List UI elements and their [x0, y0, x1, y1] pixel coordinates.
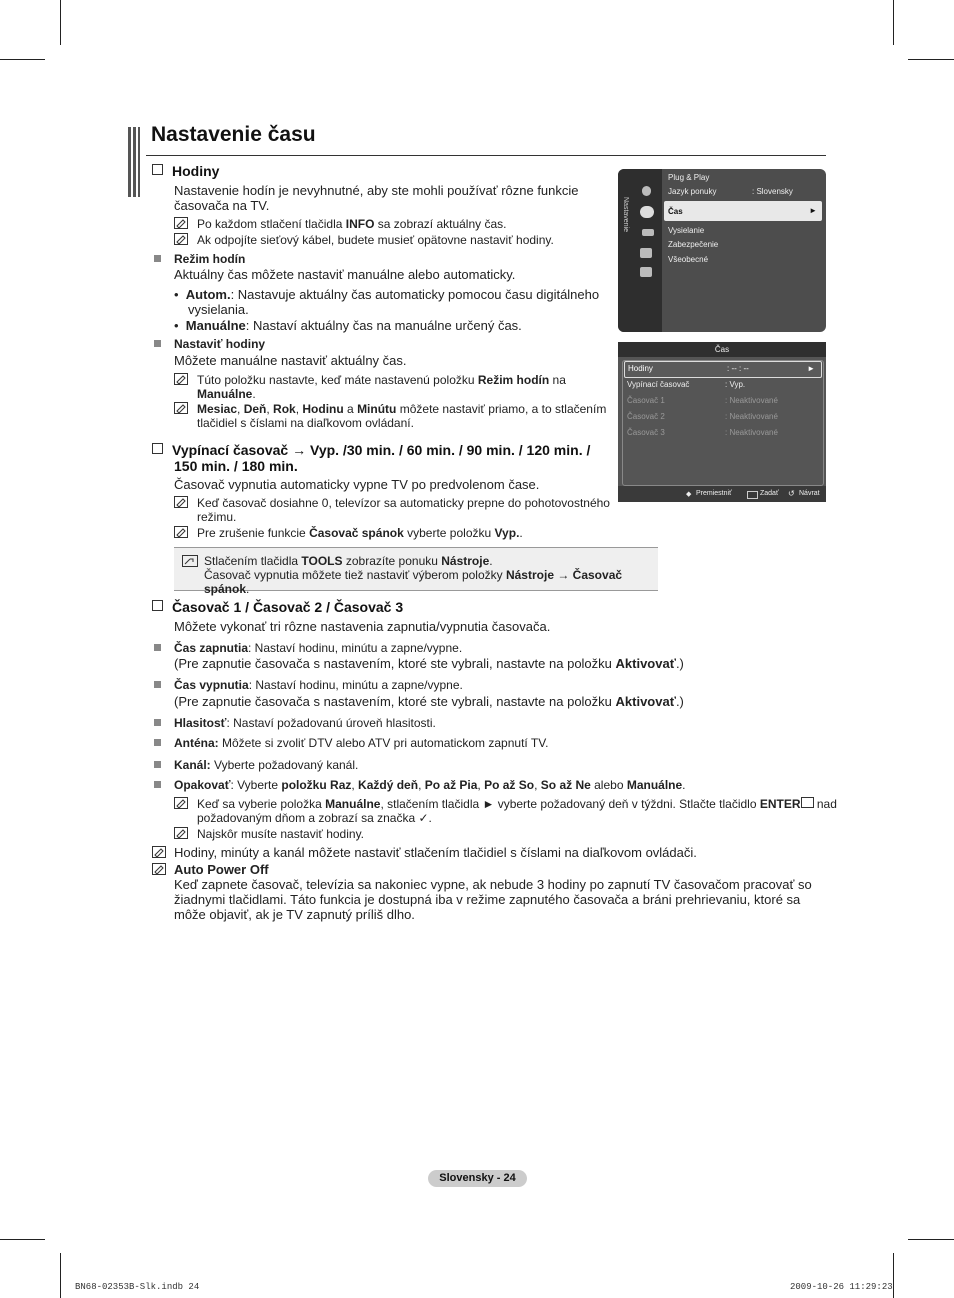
square-bullet-icon [154, 739, 161, 746]
checkmark-icon: ✓ [418, 811, 429, 825]
crop-mark [0, 59, 45, 60]
menu-row-casovac1[interactable]: Časovač 1 [627, 396, 665, 405]
input-icon [640, 248, 652, 258]
menu-panel [622, 360, 824, 486]
tools-text: Stlačením tlačidla TOOLS zobrazíte ponuku Nástroje. Časovač vypnutia môžete tiež nastaviť výberom položky Nástroje → Časovač spánok. [204, 554, 623, 596]
list-item: Anténa: Môžete si zvoliť DTV alebo ATV pri automatickom zapnutí TV. [174, 736, 549, 750]
paragraph: Nastavenie hodín je nevyhnutné, aby ste mohli používať rôzne funkcie časovača na TV. [174, 183, 579, 213]
note-text: Pre zrušenie funkcie Časovač spánok vyberte položku Vyp.. [197, 526, 523, 540]
menu-row-hodiny[interactable] [624, 361, 822, 378]
menu-row-casovac2[interactable]: Časovač 2 [627, 412, 665, 421]
tv-setup-menu-screenshot [618, 169, 826, 332]
sidebar-label: Nastavenie [622, 197, 629, 233]
menu-item-cas-highlight[interactable] [664, 201, 822, 221]
title-rule [146, 155, 826, 156]
menu-row-vypinaci[interactable]: Vypínací časovač [627, 380, 690, 389]
menu-item-jazyk-value: : Slovensky [752, 187, 793, 196]
square-bullet-icon [154, 719, 161, 726]
list-item: Opakovať: Vyberte položku Raz, Každý deň, Po až Pia, Po až So, So až Ne alebo Manuálne. [174, 778, 686, 792]
paragraph: Môžete vykonať tri rôzne nastavenia zapnutia/vypnutia časovača. [174, 619, 551, 634]
note-text: Ak odpojíte sieťový kábel, budete musieť opätovne nastaviť hodiny. [197, 233, 554, 247]
list-item: Kanál: Vyberte požadovaný kanál. [174, 758, 359, 772]
note-text: Mesiac, Deň, Rok, Hodinu a Minútu môžete nastaviť priamo, a to stlačením tlačidiel s číslami na diaľkovom ovládaní. [197, 402, 607, 430]
menu-row-casovac3[interactable]: Časovač 3 [627, 428, 665, 437]
checkbox-icon [152, 443, 163, 454]
note-text: Po každom stlačení tlačidla INFO sa zobrazí aktuálny čas. [197, 217, 507, 231]
note-icon [174, 233, 188, 245]
menu-item-plug-play[interactable]: Plug & Play [668, 173, 710, 182]
row-value: : Vyp. [725, 380, 746, 389]
row-value: : Neaktivované [725, 412, 778, 421]
gear-icon [640, 206, 654, 218]
note-icon [174, 827, 188, 839]
menu-item-jazyk[interactable]: Jazyk ponuky [668, 187, 717, 196]
crop-mark [60, 1253, 61, 1298]
square-bullet-icon [154, 761, 161, 768]
crop-mark [60, 0, 61, 45]
subheading: Auto Power Off [174, 862, 269, 877]
footer-file: BN68-02353B-Slk.indb 24 [75, 1282, 200, 1292]
tools-icon [182, 555, 198, 567]
tv-time-menu-screenshot [618, 342, 826, 502]
note-text: Hodiny, minúty a kanál môžete nastaviť stlačením tlačidiel s číslami na diaľkovom ovládači. [174, 845, 697, 860]
move-icon: ◆ [686, 491, 692, 498]
list-item: Čas zapnutia: Nastaví hodinu, minútu a zapne/vypne. [174, 641, 463, 655]
checkbox-icon [152, 600, 163, 611]
crop-mark [0, 1239, 45, 1240]
note-icon [152, 846, 166, 858]
crop-mark [908, 1239, 954, 1240]
row-label: Hodiny [628, 364, 653, 373]
subheading: Nastaviť hodiny [174, 337, 266, 351]
note-icon [174, 797, 188, 809]
application-icon [640, 267, 652, 277]
note-icon [174, 402, 188, 414]
note-icon [152, 863, 166, 875]
note-icon [174, 526, 188, 538]
bullet-item: • Manuálne: Nastaví aktuálny čas na manuálne určený čas. [174, 318, 522, 333]
square-bullet-icon [154, 681, 161, 688]
footer-enter: Zadať [760, 490, 779, 497]
footer-timestamp: 2009-10-26 11:29:23 [790, 1282, 893, 1292]
crop-mark [893, 0, 894, 45]
menu-item-vseobecne[interactable]: Všeobecné [668, 255, 709, 264]
menu-item-zabezpecenie[interactable]: Zabezpečenie [668, 240, 719, 249]
enter-icon [747, 491, 758, 499]
title-decoration [128, 127, 140, 197]
note-text: Túto položku nastavte, keď máte nastavenú položku Režim hodín na Manuálne. [197, 373, 566, 401]
footer-move: Premiestniť [696, 490, 732, 497]
arrow-right-icon: ► [809, 206, 817, 215]
tools-tip-box [174, 547, 658, 596]
subheading: Režim hodín [174, 252, 246, 266]
channel-icon [642, 229, 654, 236]
note-icon [174, 217, 188, 229]
note-text: Keď sa vyberie položka Manuálne, stlačením tlačidla ► vyberte požadovaný deň v týždni. Stlačte tlačidlo ENTER nad požadovaným dňom a zobrazí sa značka ✓. [197, 797, 837, 825]
paragraph: Časovač vypnutia automaticky vypne TV po predvolenom čase. [174, 477, 540, 492]
footer-return: Návrat [799, 490, 820, 497]
note-icon [174, 496, 188, 508]
picture-icon [642, 186, 651, 196]
enter-icon [801, 797, 814, 808]
square-bullet-icon [154, 781, 161, 788]
checkbox-icon [152, 164, 163, 175]
note-icon [174, 373, 188, 385]
paragraph: (Pre zapnutie časovača s nastavením, ktoré ste vybrali, nastavte na položku Aktivovať.) [174, 656, 684, 671]
return-icon: ↺ [788, 489, 795, 498]
section-heading-hodiny: Hodiny [152, 163, 219, 179]
crop-mark [908, 59, 954, 60]
page-title: Nastavenie času [151, 123, 316, 146]
arrow-right-icon: ► [807, 364, 815, 373]
menu-header: Čas [618, 342, 826, 357]
list-item: Čas vypnutia: Nastaví hodinu, minútu a zapne/vypne. [174, 678, 463, 692]
section-heading-casovac: Časovač 1 / Časovač 2 / Časovač 3 [152, 599, 403, 615]
page-number: Slovensky - 24 [428, 1170, 527, 1187]
square-bullet-icon [154, 644, 161, 651]
note-text: Najskôr musíte nastaviť hodiny. [197, 827, 365, 841]
paragraph: Keď zapnete časovač, televízia sa nakoniec vypne, ak nebude 3 hodiny po zapnutí TV časovačom pracovať so žiadnymi tlačidlami. Táto funkcia je dostupná iba v režime zapnutého časovača a bráni prehrievaniu, ktoré sa môže objaviť, ak je TV zapnutý príliš dlho. [174, 877, 812, 922]
row-value: : Neaktivované [725, 428, 778, 437]
bullet-item: • Autom.: Nastavuje aktuálny čas automaticky pomocou času digitálneho vysielania. [174, 287, 600, 317]
square-bullet-icon [154, 340, 161, 347]
square-bullet-icon [154, 255, 161, 262]
menu-item-vysielanie[interactable]: Vysielanie [668, 226, 705, 235]
note-text: Keď časovač dosiahne 0, televízor sa automaticky prepne do pohotovostného režimu. [197, 496, 610, 524]
row-value: : -- : -- [727, 364, 749, 373]
list-item: Hlasitosť: Nastaví požadovanú úroveň hlasitosti. [174, 716, 436, 730]
menu-item-cas: Čas [668, 207, 683, 216]
section-heading-vypinaci: Vypínací časovač → Vyp. /30 min. / 60 min. / 90 min. / 120 min. / 150 min. / 180 min. [152, 442, 590, 474]
crop-mark [893, 1253, 894, 1298]
menu-footer [618, 486, 826, 502]
paragraph: Môžete manuálne nastaviť aktuálny čas. [174, 353, 407, 368]
paragraph: (Pre zapnutie časovača s nastavením, ktoré ste vybrali, nastavte na položku Aktivovať.) [174, 694, 684, 709]
row-value: : Neaktivované [725, 396, 778, 405]
paragraph: Aktuálny čas môžete nastaviť manuálne alebo automaticky. [174, 267, 516, 282]
